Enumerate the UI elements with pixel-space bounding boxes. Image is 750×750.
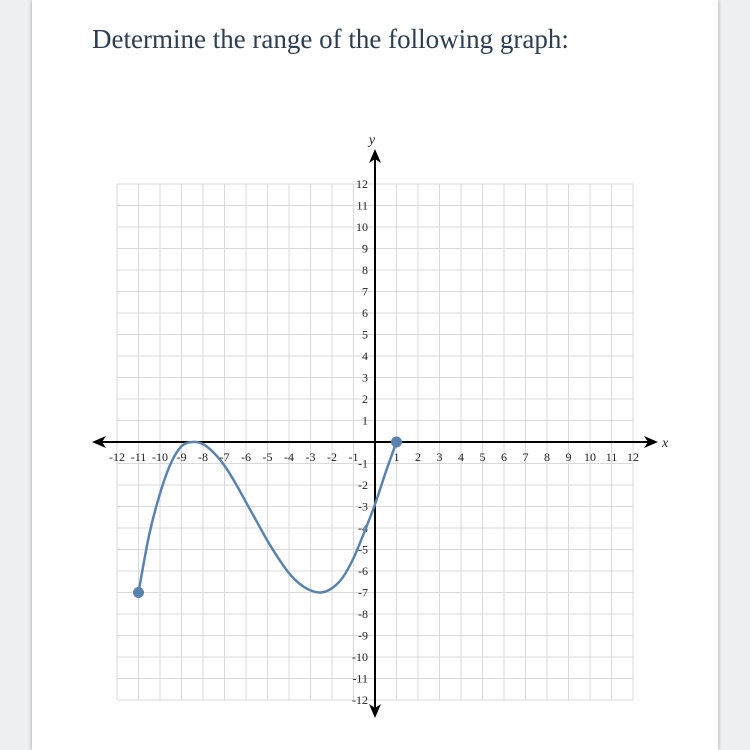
y-tick-label: -5: [358, 542, 368, 557]
y-tick-label: -7: [358, 585, 368, 600]
x-tick-label: -9: [176, 450, 187, 464]
y-tick-label: 11: [356, 198, 368, 213]
x-tick-label: -4: [284, 450, 294, 464]
endpoint-dot: [133, 587, 144, 598]
y-axis-label: y: [368, 133, 376, 148]
question-text: Determine the range of the following graph:: [92, 24, 569, 54]
x-tick-label: -1: [348, 450, 359, 464]
y-tick-label: -4: [358, 521, 368, 535]
x-tick-label: 1: [393, 450, 400, 464]
x-tick-label: -2: [327, 450, 337, 464]
y-tick-label: -3: [358, 499, 368, 514]
x-tick-label: -8: [198, 450, 208, 464]
x-tick-label: 11: [605, 450, 618, 464]
y-tick-label: -11: [352, 671, 368, 686]
y-tick-label: 3: [362, 370, 368, 385]
x-tick-label: 6: [501, 450, 507, 464]
x-tick-label: 10: [584, 450, 596, 464]
x-tick-label: -11: [130, 450, 147, 464]
x-tick-label: -10: [152, 450, 168, 464]
y-tick-label: -12: [352, 693, 368, 707]
y-tick-label: -10: [352, 650, 368, 664]
y-tick-label: -8: [358, 607, 368, 621]
y-tick-label: 2: [362, 392, 368, 406]
y-tick-label: 4: [362, 349, 368, 363]
x-tick-label: 8: [544, 450, 550, 464]
x-tick-label: 4: [458, 450, 464, 464]
y-tick-label: 5: [362, 327, 368, 342]
y-tick-label: -6: [358, 564, 368, 578]
x-tick-label: -12: [109, 450, 125, 464]
y-tick-label: 8: [362, 263, 368, 277]
x-tick-label: -6: [241, 450, 251, 464]
x-tick-label: 5: [479, 450, 486, 464]
x-tick-label: -7: [219, 450, 230, 464]
y-tick-label: 6: [362, 306, 368, 320]
x-tick-label: -3: [305, 450, 316, 464]
endpoint-dot: [391, 437, 402, 448]
axes: [92, 133, 669, 718]
x-tick-label: 9: [565, 450, 572, 464]
y-tick-label: -2: [358, 478, 368, 492]
y-tick-label: 7: [362, 284, 368, 299]
question-card: [32, 0, 718, 750]
x-tick-label: 12: [627, 450, 639, 464]
x-tick-label: 2: [415, 450, 421, 464]
y-tick-label: -9: [358, 628, 368, 643]
y-tick-label: -1: [358, 456, 368, 471]
x-tick-label: 3: [436, 450, 443, 464]
y-tick-label: 9: [362, 241, 368, 256]
y-tick-label: 10: [356, 220, 368, 234]
y-tick-label: 12: [356, 177, 368, 191]
x-tick-label: -5: [262, 450, 273, 464]
y-tick-label: 1: [362, 413, 368, 428]
x-axis-label: x: [662, 436, 669, 451]
x-tick-label: 7: [522, 450, 529, 464]
coordinate-graph: [32, 0, 718, 750]
